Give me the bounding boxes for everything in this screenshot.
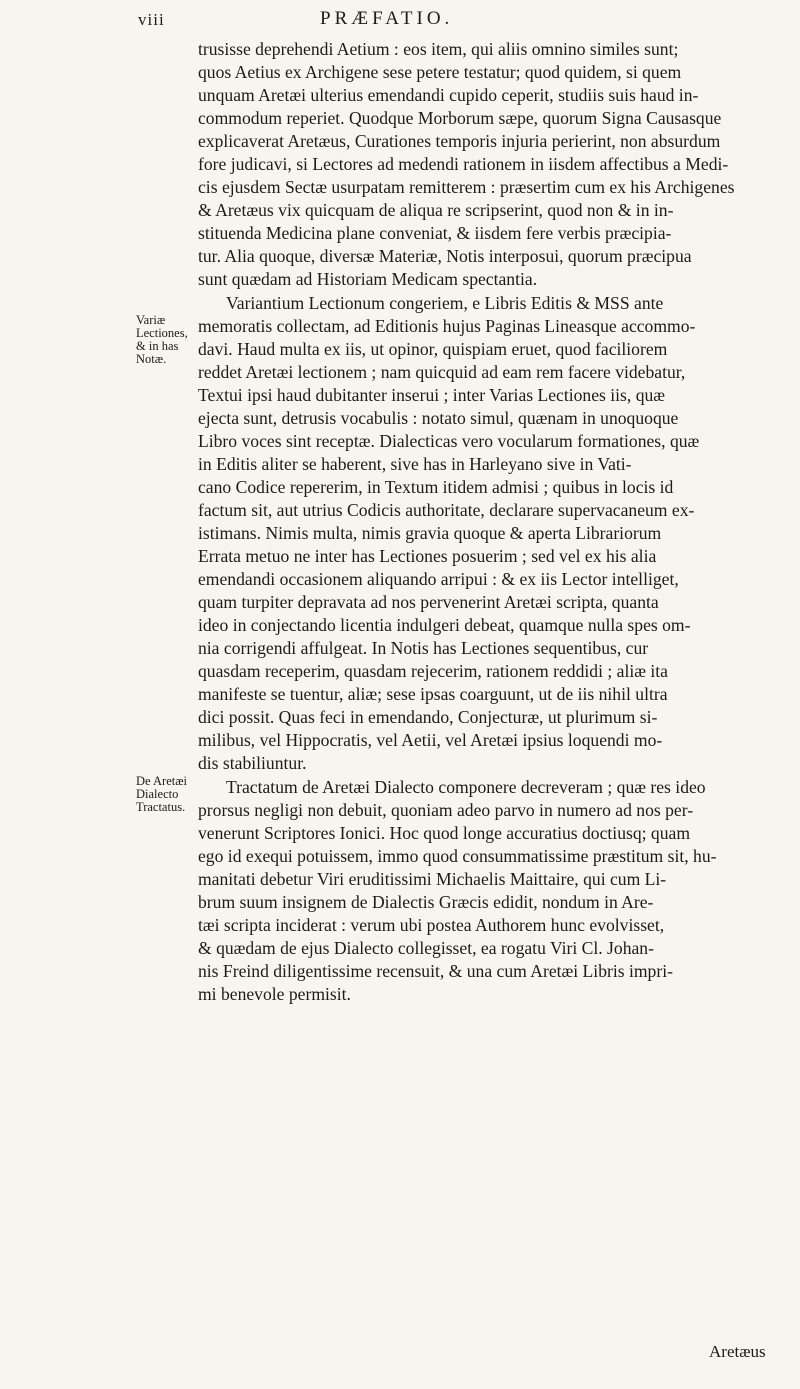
body-line: memoratis collectam, ad Editionis hujus Paginas Lineasque accommo- <box>198 315 696 336</box>
body-line: trusisse deprehendi Aetium : eos item, qui aliis omnino similes sunt; <box>198 39 679 59</box>
body-line: tur. Alia quoque, diversæ Materiæ, Notis interposui, quorum præcipua <box>198 246 692 267</box>
body-line: sunt quædam ad Historiam Medicam spectantia. <box>198 269 538 290</box>
body-line: factum sit, aut utrius Codicis authoritate, declarare supervacaneum ex- <box>198 499 695 520</box>
body-line: dis stabiliuntur. <box>198 753 307 774</box>
body-line: reddet Aretæi lectionem ; nam quicquid ad eam rem facere videbatur, <box>198 361 686 382</box>
body-line: nia corrigendi affulgeat. In Notis has Lectiones sequentibus, cur <box>198 638 649 659</box>
body-line: Tractatum de Aretæi Dialecto componere decreveram ; quæ res ideo <box>226 776 706 797</box>
body-line: & quædam de ejus Dialecto collegisset, ea rogatu Viri Cl. Johan- <box>198 937 654 958</box>
body-line: quasdam receperim, quasdam rejecerim, rationem reddidi ; aliæ ita <box>198 661 668 682</box>
body-line: prorsus negligi non debuit, quoniam adeo parvo in numero ad nos per- <box>198 799 694 820</box>
body-line: nis Freind diligentissime recensuit, & una cum Aretæi Libris impri- <box>198 960 673 981</box>
body-line: dici possit. Quas feci in emendando, Conjecturæ, ut plurimum si- <box>198 707 658 728</box>
body-line: ideo in conjectando licentia indulgeri debeat, quamque nulla spes om- <box>198 615 691 636</box>
body-line: ejecta sunt, detrusis vocabulis : notato simul, quænam in unoquoque <box>198 407 679 428</box>
folio-number: viii <box>138 10 165 29</box>
body-line: cano Codice repererim, in Textum itidem admisi ; quibus in locis id <box>198 476 674 497</box>
catchword: Aretæus <box>709 1342 766 1361</box>
body-line: explicaverat Aretæus, Curationes temporis injuria perierint, non absurdum <box>198 131 721 152</box>
running-head: PRÆFATIO. <box>320 8 454 29</box>
body-line: emendandi occasionem aliquando arripui : & ex iis Lector intelliget, <box>198 569 679 590</box>
body-line: manitati debetur Viri eruditissimi Michaelis Maittaire, qui cum Li- <box>198 868 667 889</box>
body-line: & Aretæus vix quicquam de aliqua re scripserint, quod non & in in- <box>198 200 674 221</box>
body-line: Variantium Lectionum congeriem, e Libris Editis & MSS ante <box>226 292 664 313</box>
margin-note-variae-lectiones: Variæ Lectiones, & in has Notæ. <box>136 313 188 366</box>
body-line: milibus, vel Hippocratis, vel Aetii, vel Aretæi ipsius loquendi mo- <box>198 730 663 751</box>
body-line: unquam Aretæi ulterius emendandi cupido ceperit, studiis suis haud in- <box>198 85 699 106</box>
body-line: fore judicavi, si Lectores ad medendi rationem in iisdem affectibus a Medi- <box>198 154 729 175</box>
body-line: venerunt Scriptores Ionici. Hoc quod longe accuratius doctiusq; quam <box>198 822 691 843</box>
body-line: commodum reperiet. Quodque Morborum sæpe, quorum Signa Causasque <box>198 108 722 129</box>
body-line: Errata metuo ne inter has Lectiones posuerim ; sed vel ex his alia <box>198 546 657 567</box>
body-line: davi. Haud multa ex iis, ut opinor, quispiam eruet, quod faciliorem <box>198 338 668 359</box>
body-line: ego id exequi potuissem, immo quod consummatissime præstitum sit, hu- <box>198 845 717 866</box>
body-line: istimans. Nimis multa, nimis gravia quoque & aperta Librariorum <box>198 522 662 543</box>
body-line: Textui ipsi haud dubitanter inserui ; inter Varias Lectiones iis, quæ <box>198 384 666 405</box>
margin-note-de-dialecto: De Aretæi Dialecto Tractatus. <box>136 774 188 814</box>
body-line: quos Aetius ex Archigene sese petere testatur; quod quidem, si quem <box>198 62 682 83</box>
body-line: tæi scripta inciderat : verum ubi postea Authorem hunc evolvisset, <box>198 914 665 935</box>
body-line: in Editis aliter se haberent, sive has in Harleyano sive in Vati- <box>198 453 632 474</box>
body-line: quam turpiter depravata ad nos pervenerint Aretæi scripta, quanta <box>198 592 659 613</box>
body-line: stituenda Medicina plane conveniat, & iisdem fere verbis præcipia- <box>198 223 672 244</box>
body-line: Libro voces sint receptæ. Dialecticas vero vocularum formationes, quæ <box>198 430 700 451</box>
preface-body-text <box>198 38 753 1006</box>
body-line: manifeste se tuentur, aliæ; sese ipsas coarguunt, ut de iis nihil ultra <box>198 684 668 705</box>
body-line: brum suum insignem de Dialectis Græcis edidit, nondum in Are- <box>198 891 654 912</box>
body-line: mi benevole permisit. <box>198 983 351 1004</box>
body-line: cis ejusdem Sectæ usurpatam remitterem : præsertim cum ex his Archigenes <box>198 177 735 198</box>
